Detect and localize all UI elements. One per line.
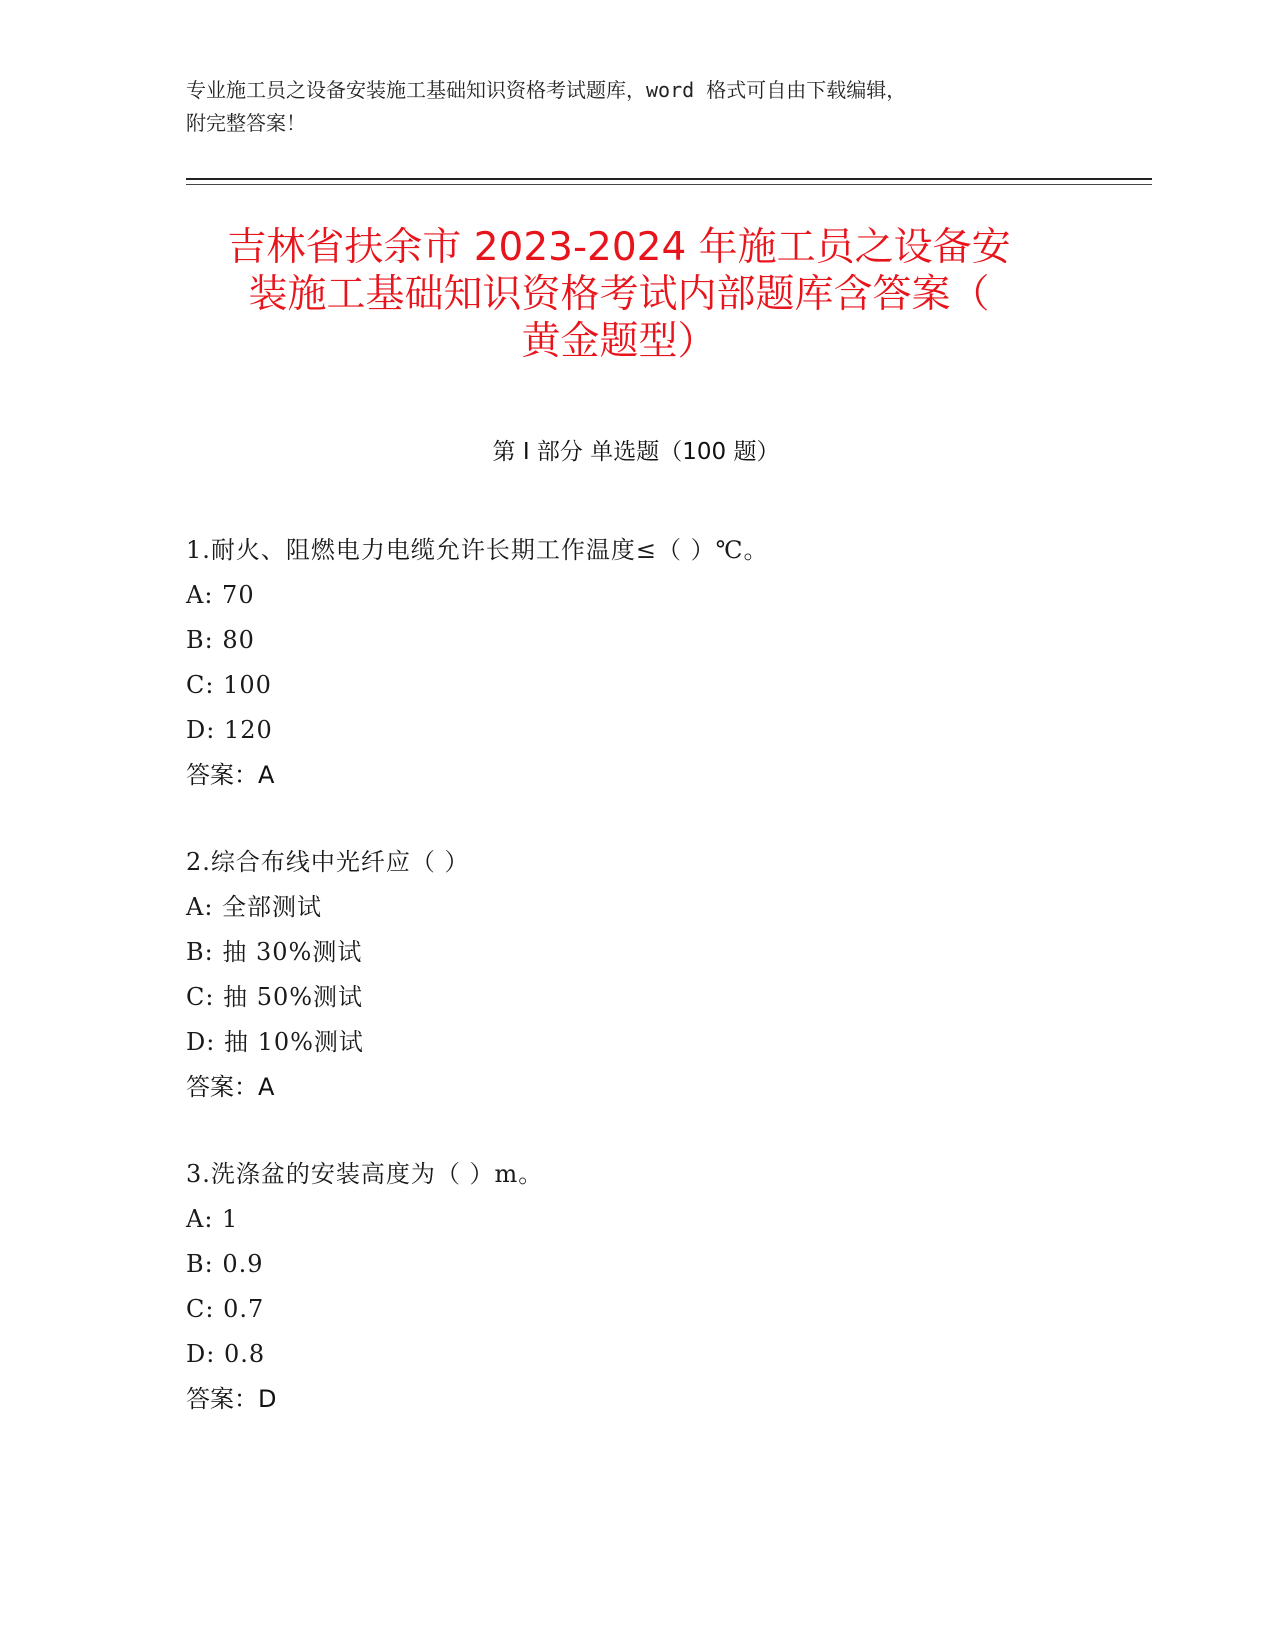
question-stem: 3.洗涤盆的安装高度为（ ）m。 <box>186 1160 544 1188</box>
option-c: C: 0.7 <box>186 1295 265 1323</box>
option-d: D: 120 <box>186 716 273 744</box>
answer-line: 答案：A <box>186 1073 275 1101</box>
header-divider-thick <box>186 178 1152 180</box>
option-b: B: 抽 30%测试 <box>186 938 363 966</box>
option-c: C: 100 <box>186 671 272 699</box>
question-stem: 2.综合布线中光纤应（ ） <box>186 848 470 876</box>
question-item <box>186 528 1146 798</box>
header-note-line: 专业施工员之设备安装施工基础知识资格考试题库，word 格式可自由下载编辑， <box>186 78 907 102</box>
option-c: C: 抽 50%测试 <box>186 983 364 1011</box>
answer-line: 答案：A <box>186 761 275 789</box>
title-line: 黄金题型） <box>521 319 717 364</box>
header-divider-thin <box>186 184 1152 185</box>
section-heading: 第 I 部分 单选题（100 题） <box>492 439 780 465</box>
option-a: A: 1 <box>186 1205 239 1233</box>
option-a: A: 全部测试 <box>186 893 323 921</box>
question-item <box>186 840 1146 1110</box>
question-stem: 1.耐火、阻燃电力电缆允许长期工作温度≤（ ）℃。 <box>186 536 769 564</box>
header-note-line: 附完整答案！ <box>186 111 306 135</box>
option-d: D: 抽 10%测试 <box>186 1028 364 1056</box>
question-item <box>186 1152 1146 1422</box>
title-line: 吉林省扶余市 2023-2024 年施工员之设备安 <box>227 225 1011 270</box>
title-line: 装施工基础知识资格考试内部题库含答案（ <box>248 272 990 317</box>
question-list <box>186 528 1146 1464</box>
answer-line: 答案：D <box>186 1385 277 1413</box>
option-d: D: 0.8 <box>186 1340 266 1368</box>
option-a: A: 70 <box>186 581 255 609</box>
option-b: B: 80 <box>186 626 255 654</box>
document-title <box>186 224 1052 365</box>
option-b: B: 0.9 <box>186 1250 264 1278</box>
header-note <box>186 74 1066 140</box>
